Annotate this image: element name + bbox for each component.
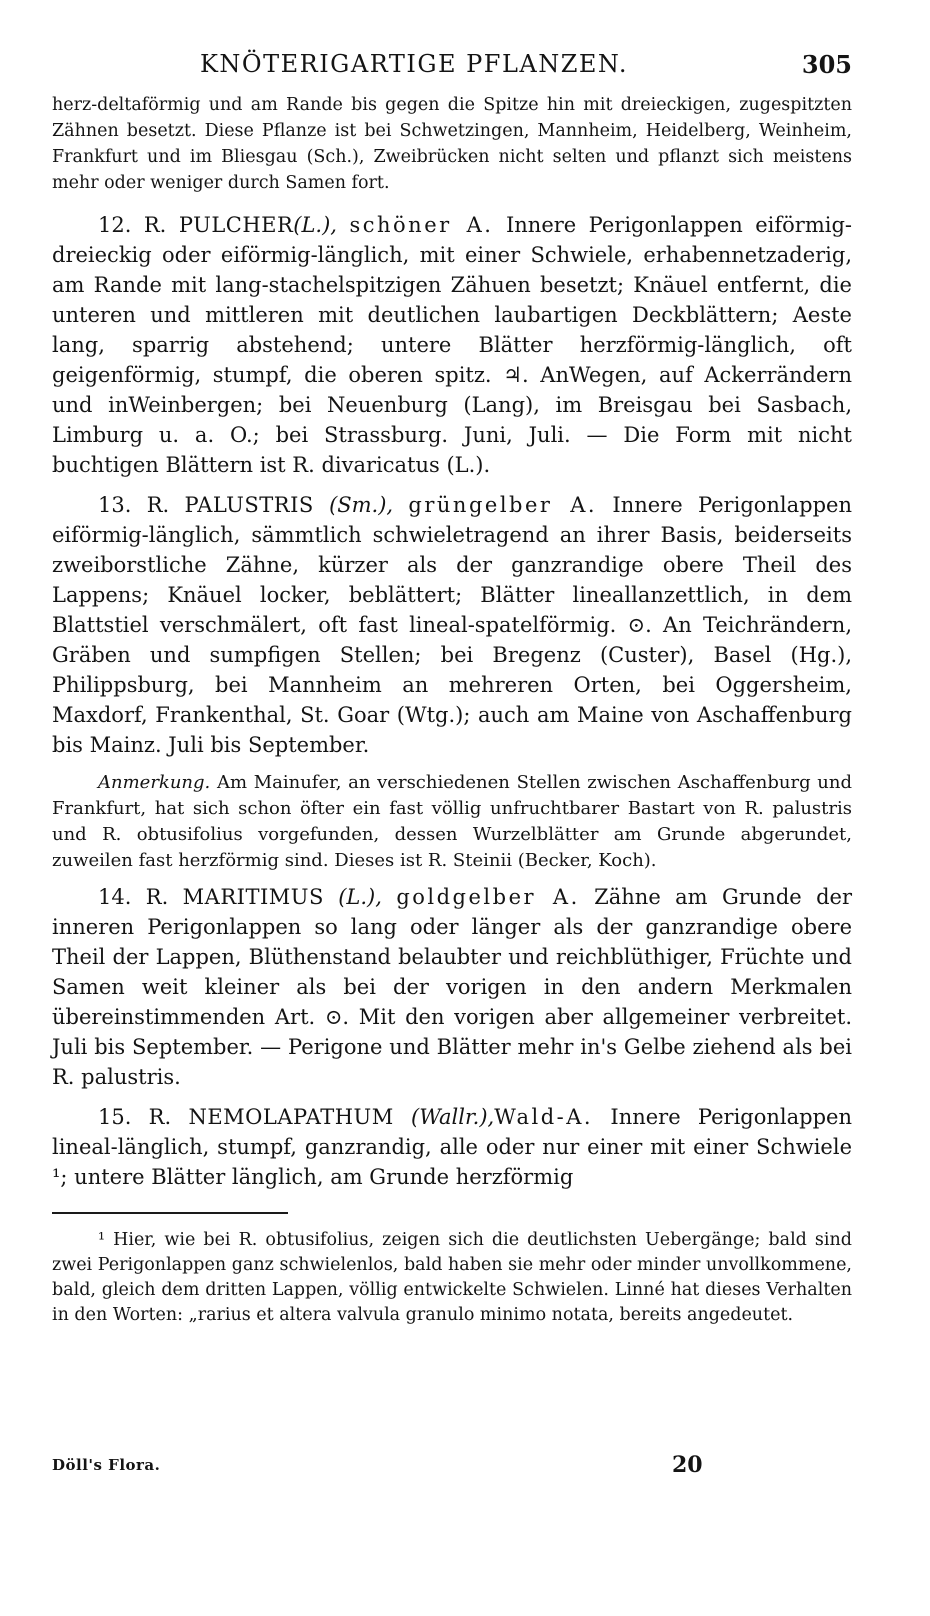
- page-footer: [52, 1452, 852, 1482]
- species-number: 12. R.: [98, 213, 167, 237]
- species-entry: [52, 490, 852, 760]
- species-latin-name: PALUSTRIS: [184, 493, 314, 517]
- species-entry: [52, 882, 852, 1092]
- species-common-name: goldgelber A.: [396, 885, 580, 909]
- species-common-name: Wald-A.: [494, 1105, 594, 1129]
- species-latin-name: NEMOLAPATHUM: [188, 1105, 394, 1129]
- note-text: Am Mainufer, an verschiedenen Stellen zwischen Aschaffenburg und Frankfurt, hat sich schon öfter ein fast völlig unfruchtbarer Bastart von R. palustris und R. obtusifolius vorgefunden, dessen Wurzelblätter am Grunde abgerundet, zuweilen fast herzförmig sind. Dieses ist R. Steinii (Becker, Koch).: [52, 772, 852, 871]
- intro-paragraph: herz-deltaförmig und am Rande bis gegen die Spitze hin mit dreieckigen, zugespitzten Zähnen besetzt. Diese Pflanze ist bei Schwetzingen, Mannheim, Heidelberg, Weinheim, Frankfurt und im Bliesgau (Sch.), Zweibrücken nicht selten und pflanzt sich meistens mehr oder weniger durch Samen fort.: [52, 95, 852, 193]
- species-description: Innere Perigonlappen eiförmig-länglich, sämmtlich schwieletragend an ihrer Basis, beiderseits zweiborstliche Zähne, kürzer als der ganzrandige obere Theil des Lappens; Knäuel locker, beblättert; Blätter lineallanzettlich, in dem Blattstiel verschmälert, oft fast lineal-spatelförmig. ⊙. An Teichrändern, Gräben und sumpfigen Stellen; bei Bregenz (Custer), Basel (Hg.), Philippsburg, bei Mannheim an mehreren Orten, bei Oggersheim, Maxdorf, Frankenthal, St. Goar (Wtg.); auch am Maine von Aschaffenburg bis Mainz. Juli bis September.: [52, 493, 852, 757]
- species-number: 15. R.: [98, 1105, 172, 1129]
- species-author: (Sm.),: [329, 493, 394, 517]
- species-latin-name: MARITIMUS: [182, 885, 324, 909]
- book-page: [52, 50, 852, 1570]
- species-author: (L.),: [338, 885, 382, 909]
- species-author: (L.),: [293, 213, 337, 237]
- footnote: ¹ Hier, wie bei R. obtusifolius, zeigen sich die deutlichsten Uebergänge; bald sind zwei Perigonlappen ganz schwielenlos, bald haben sie mehr oder minder unvollkommene, bald, gleich dem dritten Lappen, völlig entwickelte Schwielen. Linné hat dieses Verhalten in den Worten: „rarius et altera valvula granulo minimo notata, bereits angedeutet.: [52, 1230, 852, 1325]
- page-number: 305: [801, 50, 852, 79]
- species-description: Innere Perigonlappen lineal-länglich, stumpf, ganzrandig, alle oder nur einer mit einer Schwiele ¹; untere Blätter länglich, am Grunde herzförmig: [52, 1105, 852, 1189]
- annotation-note: [52, 770, 852, 874]
- species-entry: [52, 210, 852, 480]
- note-label: Anmerkung.: [98, 772, 211, 793]
- species-number: 14. R.: [98, 885, 169, 909]
- species-description: Innere Perigonlappen eiförmig-dreieckig oder eiförmig-länglich, mit einer Schwiele, erhabennetzaderig, am Rande mit lang-stachelspitzigen Zähuen besetzt; Knäuel entfernt, die unteren und mittleren mit deutlichen laubartigen Deckblättern; Aeste lang, sparrig abstehend; untere Blätter herzförmig-länglich, oft geigenförmig, stumpf, die oberen spitz. ♃. AnWegen, auf Ackerrändern und inWeinbergen; bei Neuenburg (Lang), im Breisgau bei Sasbach, Limburg u. a. O.; bei Strassburg. Juni, Juli. — Die Form mit nicht buchtigen Blättern ist R. divaricatus (L.).: [52, 213, 852, 477]
- species-entry: [52, 1102, 852, 1192]
- species-number: 13. R.: [98, 493, 170, 517]
- species-common-name: grüngelber A.: [408, 493, 598, 517]
- running-header: [52, 50, 852, 86]
- species-common-name: schöner A.: [349, 213, 494, 237]
- species-latin-name: PULCHER: [178, 213, 294, 237]
- footnote-divider: [52, 1212, 288, 1214]
- signature-mark: Döll's Flora.: [52, 1456, 161, 1474]
- gathering-number: 20: [672, 1452, 703, 1478]
- chapter-title: KNÖTERIGARTIGE PFLANZEN.: [200, 50, 629, 78]
- species-description: Zähne am Grunde der inneren Perigonlappen so lang oder länger als der ganzrandige obere Theil der Lappen, Blüthenstand belaubter und reichblüthiger, Früchte und Samen weit kleiner als bei der vorigen in den andern Merkmalen übereinstimmenden Art. ⊙. Mit den vorigen aber allgemeiner verbreitet. Juli bis September. — Perigone und Blätter mehr in's Gelbe ziehend als bei R. palustris.: [52, 885, 852, 1089]
- species-author: (Wallr.),: [411, 1105, 495, 1129]
